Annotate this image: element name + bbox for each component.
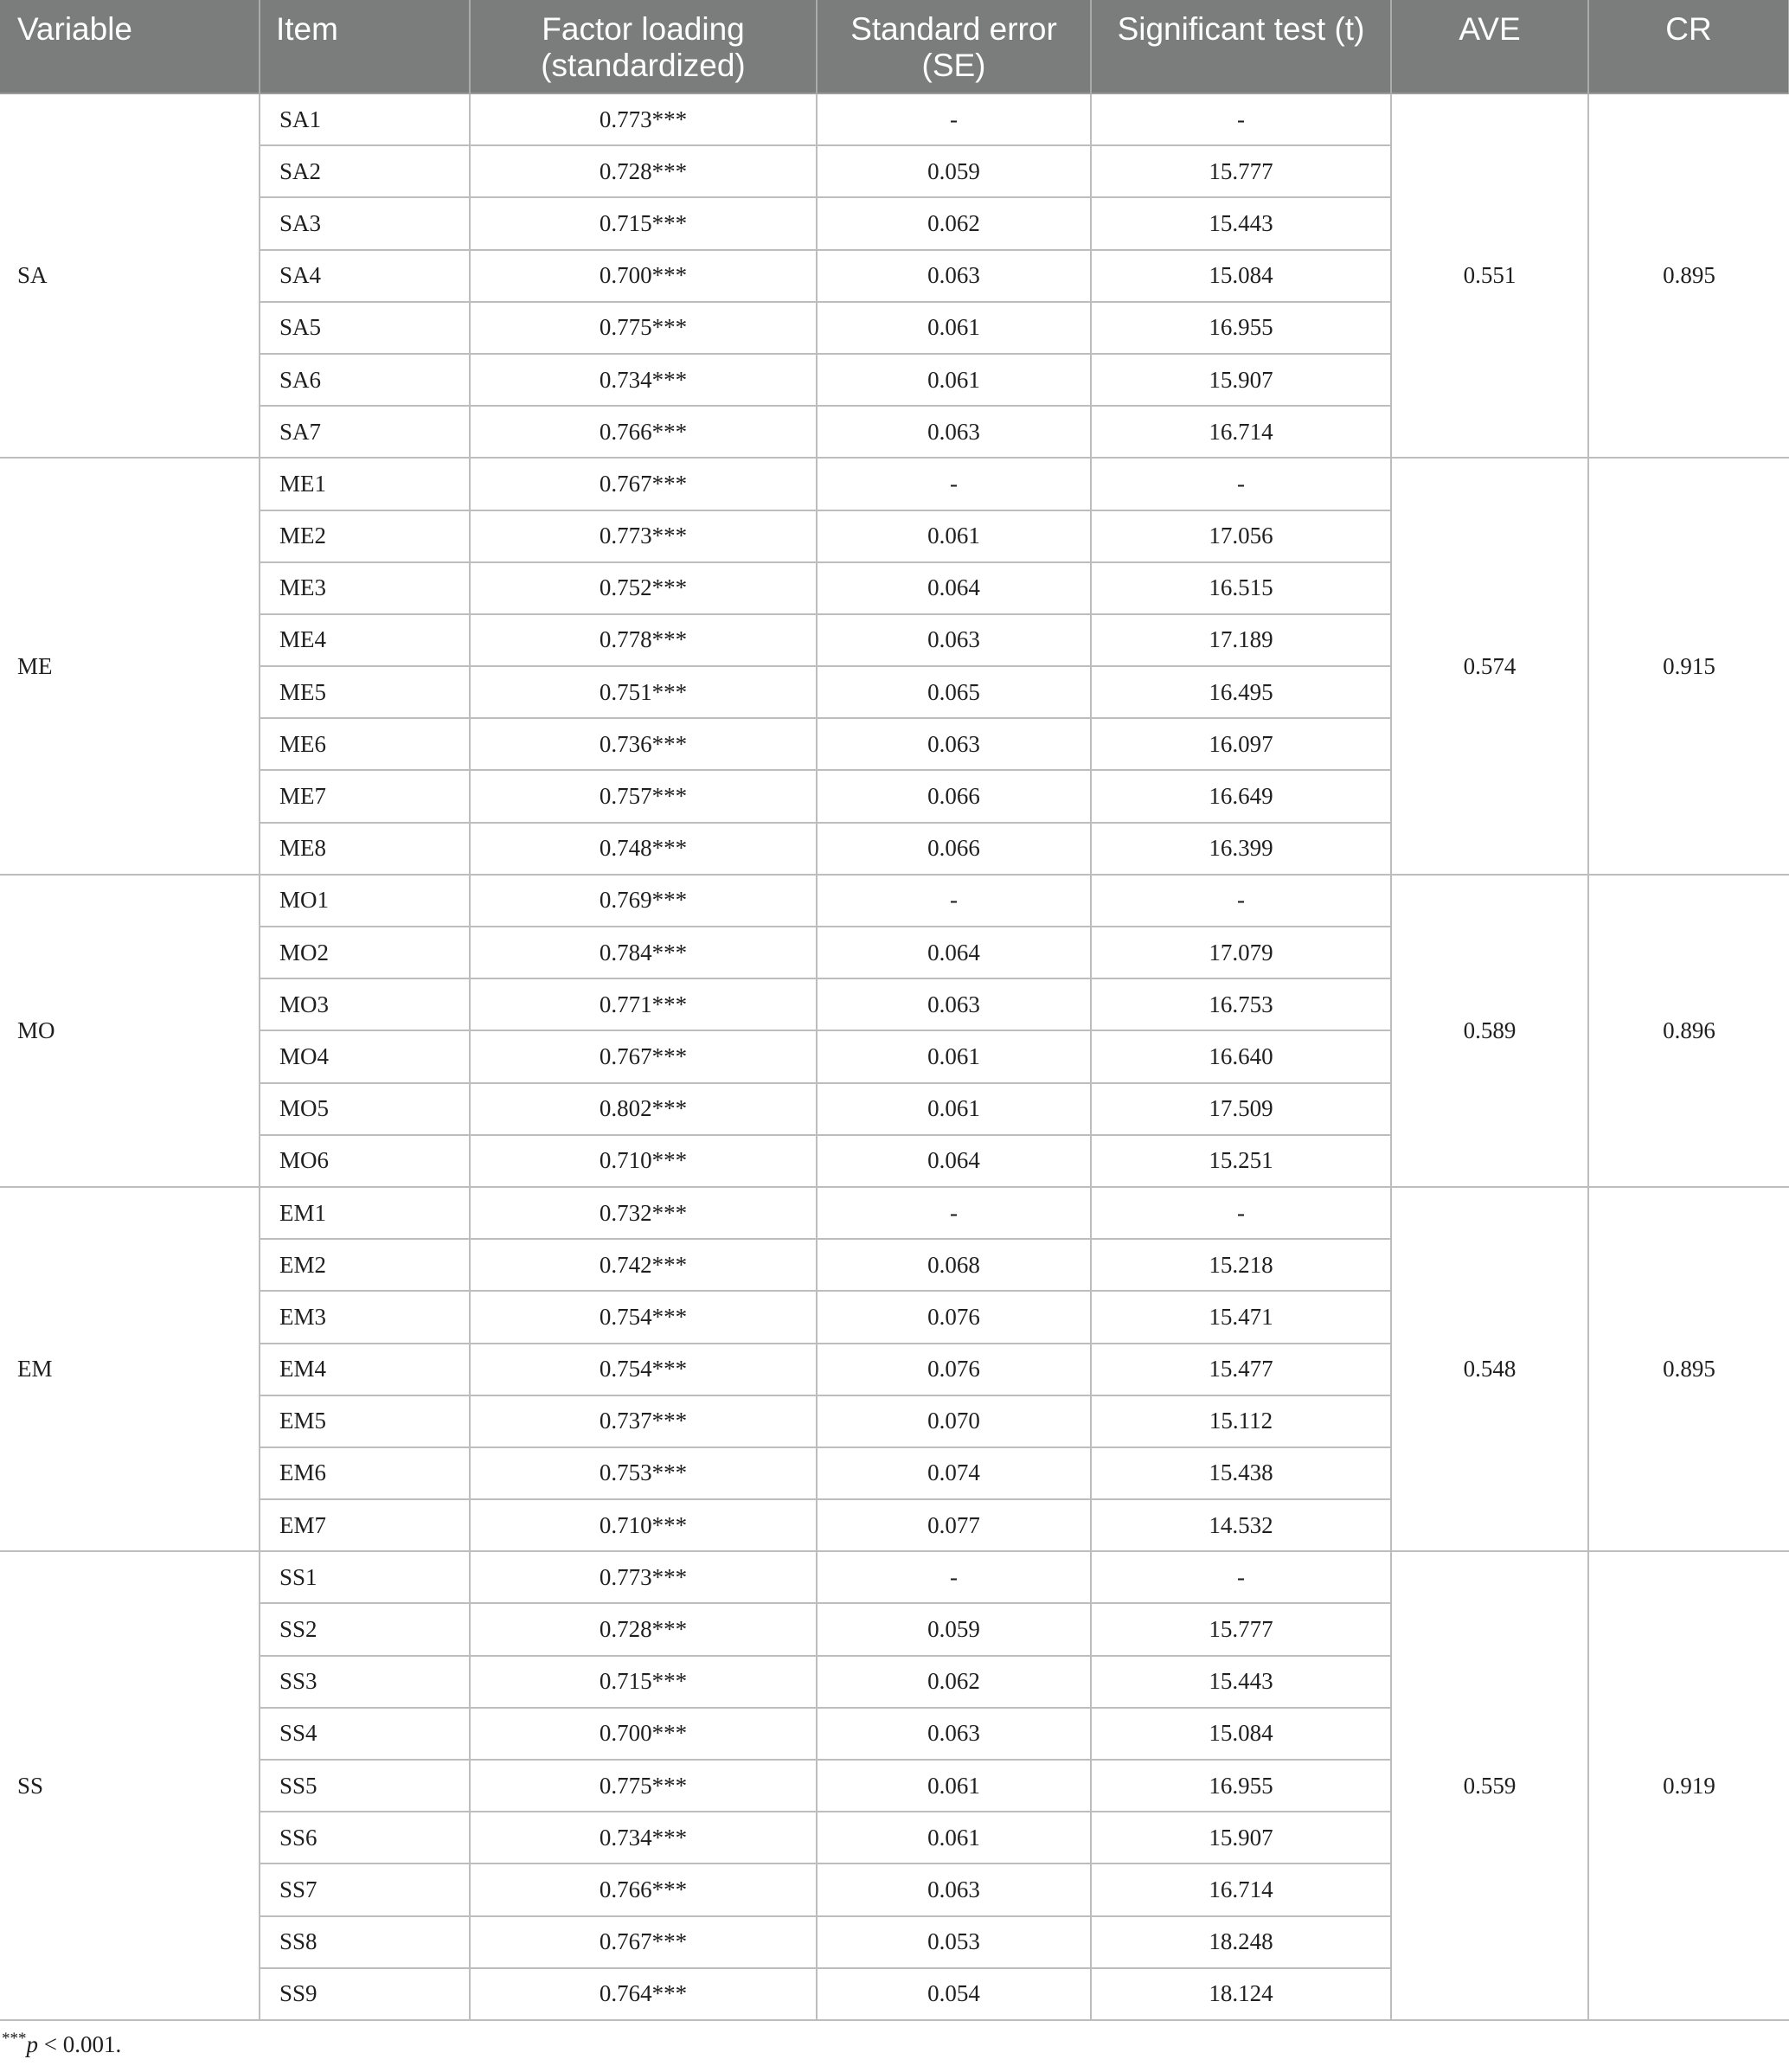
loading-cell: 0.736*** xyxy=(470,718,817,770)
se-cell: 0.064 xyxy=(817,562,1091,614)
footnote-text: < 0.001. xyxy=(38,2030,122,2057)
header-variable xyxy=(0,0,260,93)
se-cell: 0.074 xyxy=(817,1447,1091,1499)
ave-cell: 0.574 xyxy=(1391,458,1588,875)
item-cell: SA2 xyxy=(260,145,470,197)
t-value-cell: 15.084 xyxy=(1091,1708,1391,1760)
item-cell: ME1 xyxy=(260,458,470,510)
item-cell: SA7 xyxy=(260,406,470,458)
item-cell: SS7 xyxy=(260,1864,470,1915)
item-cell: SS9 xyxy=(260,1968,470,2020)
header-variable-line1: Variable xyxy=(17,11,133,47)
item-cell: SS8 xyxy=(260,1916,470,1968)
t-value-cell: 17.509 xyxy=(1091,1083,1391,1135)
t-value-cell: - xyxy=(1091,93,1391,145)
header-ave xyxy=(1391,0,1588,93)
se-cell: 0.061 xyxy=(817,1812,1091,1864)
se-cell: 0.061 xyxy=(817,302,1091,354)
se-cell: 0.064 xyxy=(817,1135,1091,1187)
header-factor-loading-line1: Factor loading xyxy=(542,11,745,47)
t-value-cell: 15.112 xyxy=(1091,1395,1391,1447)
loading-cell: 0.742*** xyxy=(470,1239,817,1291)
footnote-symbol: *** xyxy=(2,2029,27,2048)
se-cell: 0.062 xyxy=(817,197,1091,249)
se-cell: 0.064 xyxy=(817,927,1091,978)
header-item xyxy=(260,0,470,93)
se-cell: 0.053 xyxy=(817,1916,1091,1968)
header-significant-test xyxy=(1091,0,1391,93)
item-cell: SS2 xyxy=(260,1603,470,1655)
loading-cell: 0.715*** xyxy=(470,1656,817,1708)
header-cr-line1: CR xyxy=(1665,11,1712,47)
se-cell: 0.061 xyxy=(817,1083,1091,1135)
header-standard-error-line1: Standard error xyxy=(850,11,1057,47)
cr-cell: 0.895 xyxy=(1588,1187,1789,1551)
item-cell: SA3 xyxy=(260,197,470,249)
ave-cell: 0.589 xyxy=(1391,875,1588,1187)
table-row xyxy=(0,1187,1789,1239)
loading-cell: 0.752*** xyxy=(470,562,817,614)
loading-cell: 0.767*** xyxy=(470,1916,817,1968)
t-value-cell: 16.955 xyxy=(1091,1760,1391,1812)
item-cell: MO2 xyxy=(260,927,470,978)
item-cell: EM4 xyxy=(260,1344,470,1395)
ave-cell: 0.559 xyxy=(1391,1551,1588,2020)
table-body xyxy=(0,93,1789,2020)
se-cell: 0.063 xyxy=(817,1864,1091,1915)
t-value-cell: - xyxy=(1091,1551,1391,1603)
item-cell: ME8 xyxy=(260,823,470,875)
variable-cell: ME xyxy=(0,458,260,875)
item-cell: MO4 xyxy=(260,1030,470,1082)
table-row xyxy=(0,458,1789,510)
loading-cell: 0.700*** xyxy=(470,1708,817,1760)
t-value-cell: 15.777 xyxy=(1091,1603,1391,1655)
t-value-cell: 16.714 xyxy=(1091,1864,1391,1915)
t-value-cell: 15.251 xyxy=(1091,1135,1391,1187)
loading-cell: 0.764*** xyxy=(470,1968,817,2020)
loading-cell: 0.728*** xyxy=(470,1603,817,1655)
t-value-cell: 16.097 xyxy=(1091,718,1391,770)
se-cell: 0.068 xyxy=(817,1239,1091,1291)
loading-cell: 0.715*** xyxy=(470,197,817,249)
item-cell: MO5 xyxy=(260,1083,470,1135)
t-value-cell: 18.124 xyxy=(1091,1968,1391,2020)
se-cell: 0.077 xyxy=(817,1499,1091,1551)
t-value-cell: - xyxy=(1091,458,1391,510)
se-cell: 0.066 xyxy=(817,770,1091,822)
t-value-cell: 16.955 xyxy=(1091,302,1391,354)
se-cell: 0.066 xyxy=(817,823,1091,875)
se-cell: - xyxy=(817,458,1091,510)
item-cell: ME4 xyxy=(260,614,470,666)
se-cell: - xyxy=(817,93,1091,145)
loading-cell: 0.771*** xyxy=(470,978,817,1030)
loading-cell: 0.753*** xyxy=(470,1447,817,1499)
table-row xyxy=(0,93,1789,145)
header-ave-line1: AVE xyxy=(1459,11,1521,47)
loading-cell: 0.775*** xyxy=(470,302,817,354)
loading-cell: 0.767*** xyxy=(470,458,817,510)
table-row xyxy=(0,1551,1789,1603)
se-cell: 0.065 xyxy=(817,666,1091,718)
ave-cell: 0.548 xyxy=(1391,1187,1588,1551)
loading-cell: 0.802*** xyxy=(470,1083,817,1135)
se-cell: 0.076 xyxy=(817,1291,1091,1343)
t-value-cell: 18.248 xyxy=(1091,1916,1391,1968)
loading-cell: 0.734*** xyxy=(470,1812,817,1864)
loading-cell: 0.710*** xyxy=(470,1135,817,1187)
t-value-cell: 16.399 xyxy=(1091,823,1391,875)
se-cell: 0.063 xyxy=(817,250,1091,302)
se-cell: 0.076 xyxy=(817,1344,1091,1395)
t-value-cell: 15.438 xyxy=(1091,1447,1391,1499)
t-value-cell: 14.532 xyxy=(1091,1499,1391,1551)
variable-cell: SA xyxy=(0,93,260,458)
cr-cell: 0.896 xyxy=(1588,875,1789,1187)
cr-cell: 0.895 xyxy=(1588,93,1789,458)
item-cell: ME3 xyxy=(260,562,470,614)
se-cell: 0.061 xyxy=(817,354,1091,406)
header-standard-error xyxy=(817,0,1091,93)
se-cell: 0.061 xyxy=(817,510,1091,562)
item-cell: SS1 xyxy=(260,1551,470,1603)
se-cell: - xyxy=(817,1551,1091,1603)
loading-cell: 0.757*** xyxy=(470,770,817,822)
item-cell: SA4 xyxy=(260,250,470,302)
item-cell: MO6 xyxy=(260,1135,470,1187)
loading-cell: 0.734*** xyxy=(470,354,817,406)
loading-cell: 0.748*** xyxy=(470,823,817,875)
se-cell: 0.063 xyxy=(817,614,1091,666)
se-cell: 0.063 xyxy=(817,1708,1091,1760)
item-cell: ME6 xyxy=(260,718,470,770)
header-factor-loading-line2: (standardized) xyxy=(541,48,746,83)
se-cell: 0.061 xyxy=(817,1030,1091,1082)
table-header xyxy=(0,0,1789,93)
t-value-cell: - xyxy=(1091,875,1391,927)
t-value-cell: 15.777 xyxy=(1091,145,1391,197)
item-cell: EM5 xyxy=(260,1395,470,1447)
item-cell: SS4 xyxy=(260,1708,470,1760)
loading-cell: 0.769*** xyxy=(470,875,817,927)
se-cell: 0.061 xyxy=(817,1760,1091,1812)
item-cell: EM6 xyxy=(260,1447,470,1499)
se-cell: 0.059 xyxy=(817,1603,1091,1655)
item-cell: EM3 xyxy=(260,1291,470,1343)
t-value-cell: 15.471 xyxy=(1091,1291,1391,1343)
t-value-cell: 16.640 xyxy=(1091,1030,1391,1082)
loading-cell: 0.751*** xyxy=(470,666,817,718)
loading-cell: 0.700*** xyxy=(470,250,817,302)
t-value-cell: 15.907 xyxy=(1091,1812,1391,1864)
t-value-cell: 16.753 xyxy=(1091,978,1391,1030)
item-cell: ME5 xyxy=(260,666,470,718)
item-cell: SA1 xyxy=(260,93,470,145)
t-value-cell: 16.515 xyxy=(1091,562,1391,614)
t-value-cell: 16.495 xyxy=(1091,666,1391,718)
variable-cell: EM xyxy=(0,1187,260,1551)
se-cell: 0.059 xyxy=(817,145,1091,197)
item-cell: ME2 xyxy=(260,510,470,562)
t-value-cell: 15.443 xyxy=(1091,197,1391,249)
ave-cell: 0.551 xyxy=(1391,93,1588,458)
table-footnote xyxy=(0,2030,1789,2058)
item-cell: MO1 xyxy=(260,875,470,927)
t-value-cell: 15.907 xyxy=(1091,354,1391,406)
loading-cell: 0.754*** xyxy=(470,1291,817,1343)
item-cell: EM2 xyxy=(260,1239,470,1291)
t-value-cell: 15.218 xyxy=(1091,1239,1391,1291)
t-value-cell: 15.443 xyxy=(1091,1656,1391,1708)
loading-cell: 0.773*** xyxy=(470,510,817,562)
header-cr xyxy=(1588,0,1789,93)
item-cell: SA6 xyxy=(260,354,470,406)
loading-cell: 0.784*** xyxy=(470,927,817,978)
loading-cell: 0.773*** xyxy=(470,1551,817,1603)
se-cell: 0.070 xyxy=(817,1395,1091,1447)
t-value-cell: 15.477 xyxy=(1091,1344,1391,1395)
t-value-cell: - xyxy=(1091,1187,1391,1239)
loading-cell: 0.737*** xyxy=(470,1395,817,1447)
loading-cell: 0.754*** xyxy=(470,1344,817,1395)
loading-cell: 0.775*** xyxy=(470,1760,817,1812)
loading-cell: 0.728*** xyxy=(470,145,817,197)
loading-cell: 0.766*** xyxy=(470,406,817,458)
loading-cell: 0.778*** xyxy=(470,614,817,666)
item-cell: ME7 xyxy=(260,770,470,822)
loading-cell: 0.710*** xyxy=(470,1499,817,1551)
header-row xyxy=(0,0,1789,93)
loading-cell: 0.773*** xyxy=(470,93,817,145)
se-cell: 0.063 xyxy=(817,718,1091,770)
loading-cell: 0.766*** xyxy=(470,1864,817,1915)
cr-cell: 0.919 xyxy=(1588,1551,1789,2020)
header-factor-loading xyxy=(470,0,817,93)
se-cell: 0.063 xyxy=(817,978,1091,1030)
item-cell: SS6 xyxy=(260,1812,470,1864)
se-cell: 0.063 xyxy=(817,406,1091,458)
item-cell: EM7 xyxy=(260,1499,470,1551)
se-cell: - xyxy=(817,875,1091,927)
item-cell: SS3 xyxy=(260,1656,470,1708)
t-value-cell: 16.649 xyxy=(1091,770,1391,822)
t-value-cell: 17.079 xyxy=(1091,927,1391,978)
cr-cell: 0.915 xyxy=(1588,458,1789,875)
table-row xyxy=(0,875,1789,927)
loading-cell: 0.767*** xyxy=(470,1030,817,1082)
se-cell: 0.062 xyxy=(817,1656,1091,1708)
t-value-cell: 17.056 xyxy=(1091,510,1391,562)
loading-cell: 0.732*** xyxy=(470,1187,817,1239)
t-value-cell: 16.714 xyxy=(1091,406,1391,458)
item-cell: SA5 xyxy=(260,302,470,354)
variable-cell: MO xyxy=(0,875,260,1187)
se-cell: 0.054 xyxy=(817,1968,1091,2020)
header-item-line1: Item xyxy=(276,11,338,47)
item-cell: EM1 xyxy=(260,1187,470,1239)
header-standard-error-line2: (SE) xyxy=(921,48,986,83)
t-value-cell: 17.189 xyxy=(1091,614,1391,666)
footnote-variable: p xyxy=(26,2030,38,2057)
item-cell: MO3 xyxy=(260,978,470,1030)
t-value-cell: 15.084 xyxy=(1091,250,1391,302)
variable-cell: SS xyxy=(0,1551,260,2020)
header-significant-test-line1: Significant test (t) xyxy=(1117,11,1365,47)
item-cell: SS5 xyxy=(260,1760,470,1812)
se-cell: - xyxy=(817,1187,1091,1239)
